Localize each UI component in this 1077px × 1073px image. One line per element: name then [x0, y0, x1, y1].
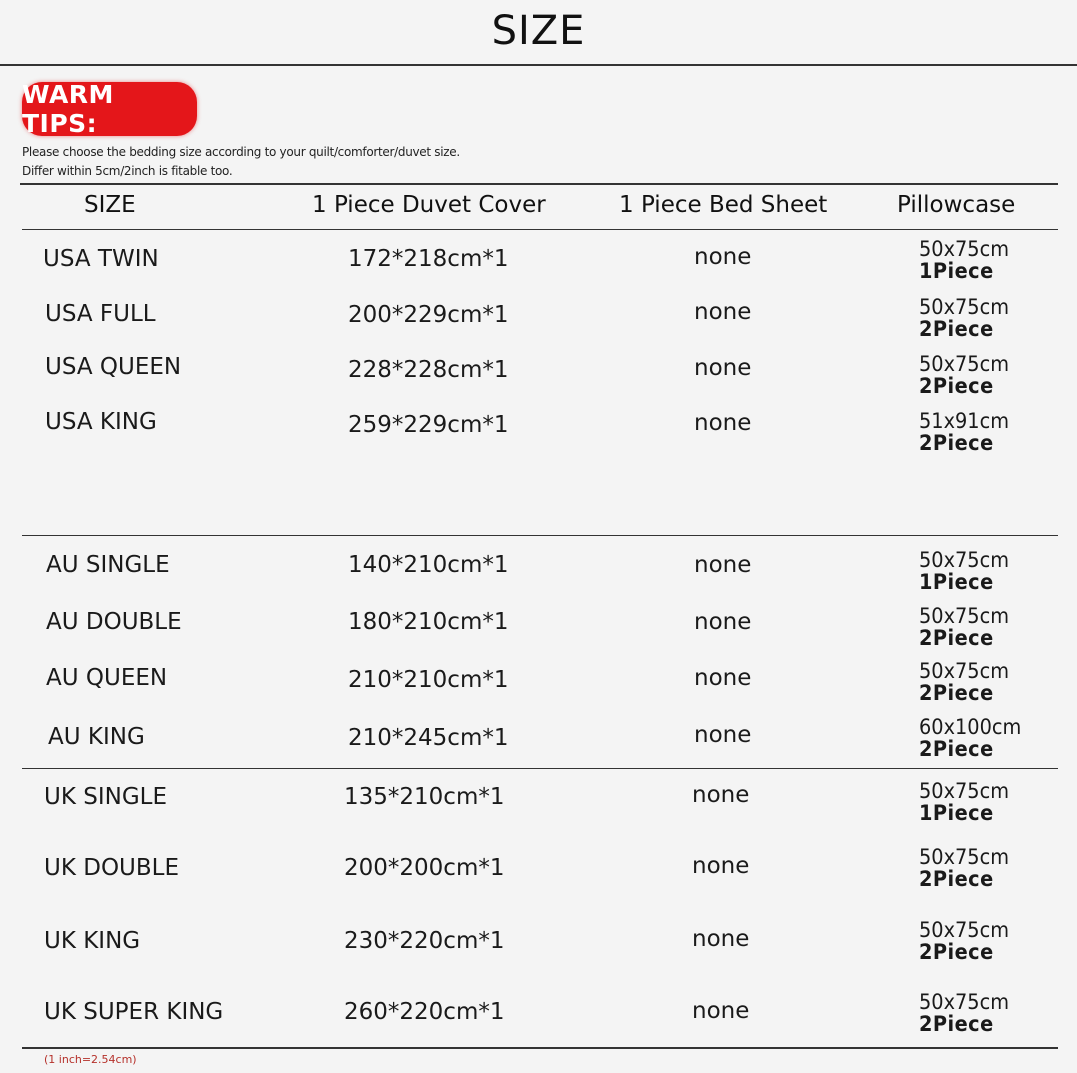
- duvet-usa-queen: 228*228cm*1: [348, 357, 509, 383]
- table-top-rule: [20, 183, 1058, 185]
- pillow-dim: 50x75cm: [919, 779, 1010, 803]
- sheet-au-queen: none: [694, 665, 752, 691]
- size-label-uk-king: UK KING: [44, 928, 141, 954]
- sheet-uk-super-king: none: [692, 998, 750, 1024]
- sheet-au-double: none: [694, 609, 752, 635]
- duvet-au-king: 210*245cm*1: [348, 725, 509, 751]
- size-label-au-double: AU DOUBLE: [46, 609, 182, 635]
- pillow-dim: 50x75cm: [919, 295, 1010, 319]
- sheet-usa-twin: none: [694, 244, 752, 270]
- sheet-uk-single: none: [692, 782, 750, 808]
- warm-tips-badge: WARM TIPS:: [22, 82, 197, 136]
- duvet-uk-single: 135*210cm*1: [344, 784, 505, 810]
- table-bottom-rule: [22, 1047, 1058, 1049]
- sheet-usa-full: none: [694, 299, 752, 325]
- pillow-qty: 1Piece: [919, 259, 994, 283]
- size-label-uk-single: UK SINGLE: [44, 784, 167, 810]
- pillow-qty: 2Piece: [919, 317, 994, 341]
- pillow-dim: 50x75cm: [919, 548, 1010, 572]
- page-title: SIZE: [491, 8, 586, 54]
- duvet-uk-super-king: 260*220cm*1: [344, 999, 505, 1025]
- pillowcase-usa-queen: [919, 353, 1009, 397]
- pillowcase-uk-super-king: [919, 991, 1009, 1035]
- duvet-au-double: 180*210cm*1: [348, 609, 509, 635]
- pillow-qty: 2Piece: [919, 626, 994, 650]
- duvet-usa-king: 259*229cm*1: [348, 412, 509, 438]
- size-label-usa-queen: USA QUEEN: [45, 354, 182, 380]
- size-label-usa-twin: USA TWIN: [43, 246, 159, 272]
- sheet-usa-king: none: [694, 410, 752, 436]
- duvet-usa-twin: 172*218cm*1: [348, 246, 509, 272]
- pillowcase-usa-full: [919, 296, 1009, 340]
- duvet-au-queen: 210*210cm*1: [348, 667, 509, 693]
- pillow-dim: 51x91cm: [919, 409, 1010, 433]
- duvet-uk-double: 200*200cm*1: [344, 855, 505, 881]
- pillow-qty: 2Piece: [919, 681, 994, 705]
- size-label-au-king: AU KING: [48, 724, 145, 750]
- pillow-dim: 50x75cm: [919, 845, 1010, 869]
- duvet-au-single: 140*210cm*1: [348, 552, 509, 578]
- pillowcase-usa-twin: [919, 238, 1009, 282]
- pillow-dim: 50x75cm: [919, 604, 1010, 628]
- pillow-dim: 50x75cm: [919, 659, 1010, 683]
- duvet-uk-king: 230*220cm*1: [344, 928, 505, 954]
- pillow-qty: 2Piece: [919, 374, 994, 398]
- header-duvet-cover: 1 Piece Duvet Cover: [312, 192, 546, 218]
- pillow-dim: 60x100cm: [919, 715, 1022, 739]
- title-divider: [0, 64, 1077, 66]
- au-uk-divider: [22, 768, 1058, 769]
- pillowcase-usa-king: [919, 410, 1009, 454]
- pillowcase-au-double: [919, 605, 1009, 649]
- warm-tip-line-2: Differ within 5cm/2inch is fitable too.: [22, 164, 233, 178]
- size-label-usa-king: USA KING: [45, 409, 157, 435]
- pillowcase-uk-single: [919, 780, 1009, 824]
- sheet-au-king: none: [694, 722, 752, 748]
- pillow-dim: 50x75cm: [919, 918, 1010, 942]
- sheet-usa-queen: none: [694, 355, 752, 381]
- sheet-uk-double: none: [692, 853, 750, 879]
- pillowcase-uk-king: [919, 919, 1009, 963]
- pillow-qty: 2Piece: [919, 940, 994, 964]
- pillowcase-uk-double: [919, 846, 1009, 890]
- pillowcase-au-single: [919, 549, 1009, 593]
- pillow-qty: 1Piece: [919, 801, 994, 825]
- size-label-usa-full: USA FULL: [45, 301, 156, 327]
- pillowcase-au-queen: [919, 660, 1009, 704]
- sheet-uk-king: none: [692, 926, 750, 952]
- sheet-au-single: none: [694, 552, 752, 578]
- size-label-au-single: AU SINGLE: [46, 552, 170, 578]
- pillow-dim: 50x75cm: [919, 352, 1010, 376]
- size-label-au-queen: AU QUEEN: [46, 665, 168, 691]
- pillowcase-au-king: [919, 716, 1021, 760]
- pillow-dim: 50x75cm: [919, 237, 1010, 261]
- pillow-qty: 2Piece: [919, 1012, 994, 1036]
- duvet-usa-full: 200*229cm*1: [348, 302, 509, 328]
- header-size: SIZE: [84, 192, 136, 218]
- pillow-qty: 2Piece: [919, 737, 994, 761]
- header-bed-sheet: 1 Piece Bed Sheet: [619, 192, 828, 218]
- header-pillowcase: Pillowcase: [897, 192, 1016, 218]
- size-label-uk-super-king: UK SUPER KING: [44, 999, 224, 1025]
- inch-conversion-note: (1 inch=2.54cm): [44, 1053, 137, 1066]
- size-label-uk-double: UK DOUBLE: [44, 855, 180, 881]
- usa-au-divider: [22, 535, 1058, 536]
- pillow-qty: 2Piece: [919, 431, 994, 455]
- pillow-qty: 1Piece: [919, 570, 994, 594]
- header-bottom-rule: [22, 229, 1058, 230]
- pillow-dim: 50x75cm: [919, 990, 1010, 1014]
- pillow-qty: 2Piece: [919, 867, 994, 891]
- warm-tip-line-1: Please choose the bedding size according to your quilt/comforter/duvet size.: [22, 145, 460, 159]
